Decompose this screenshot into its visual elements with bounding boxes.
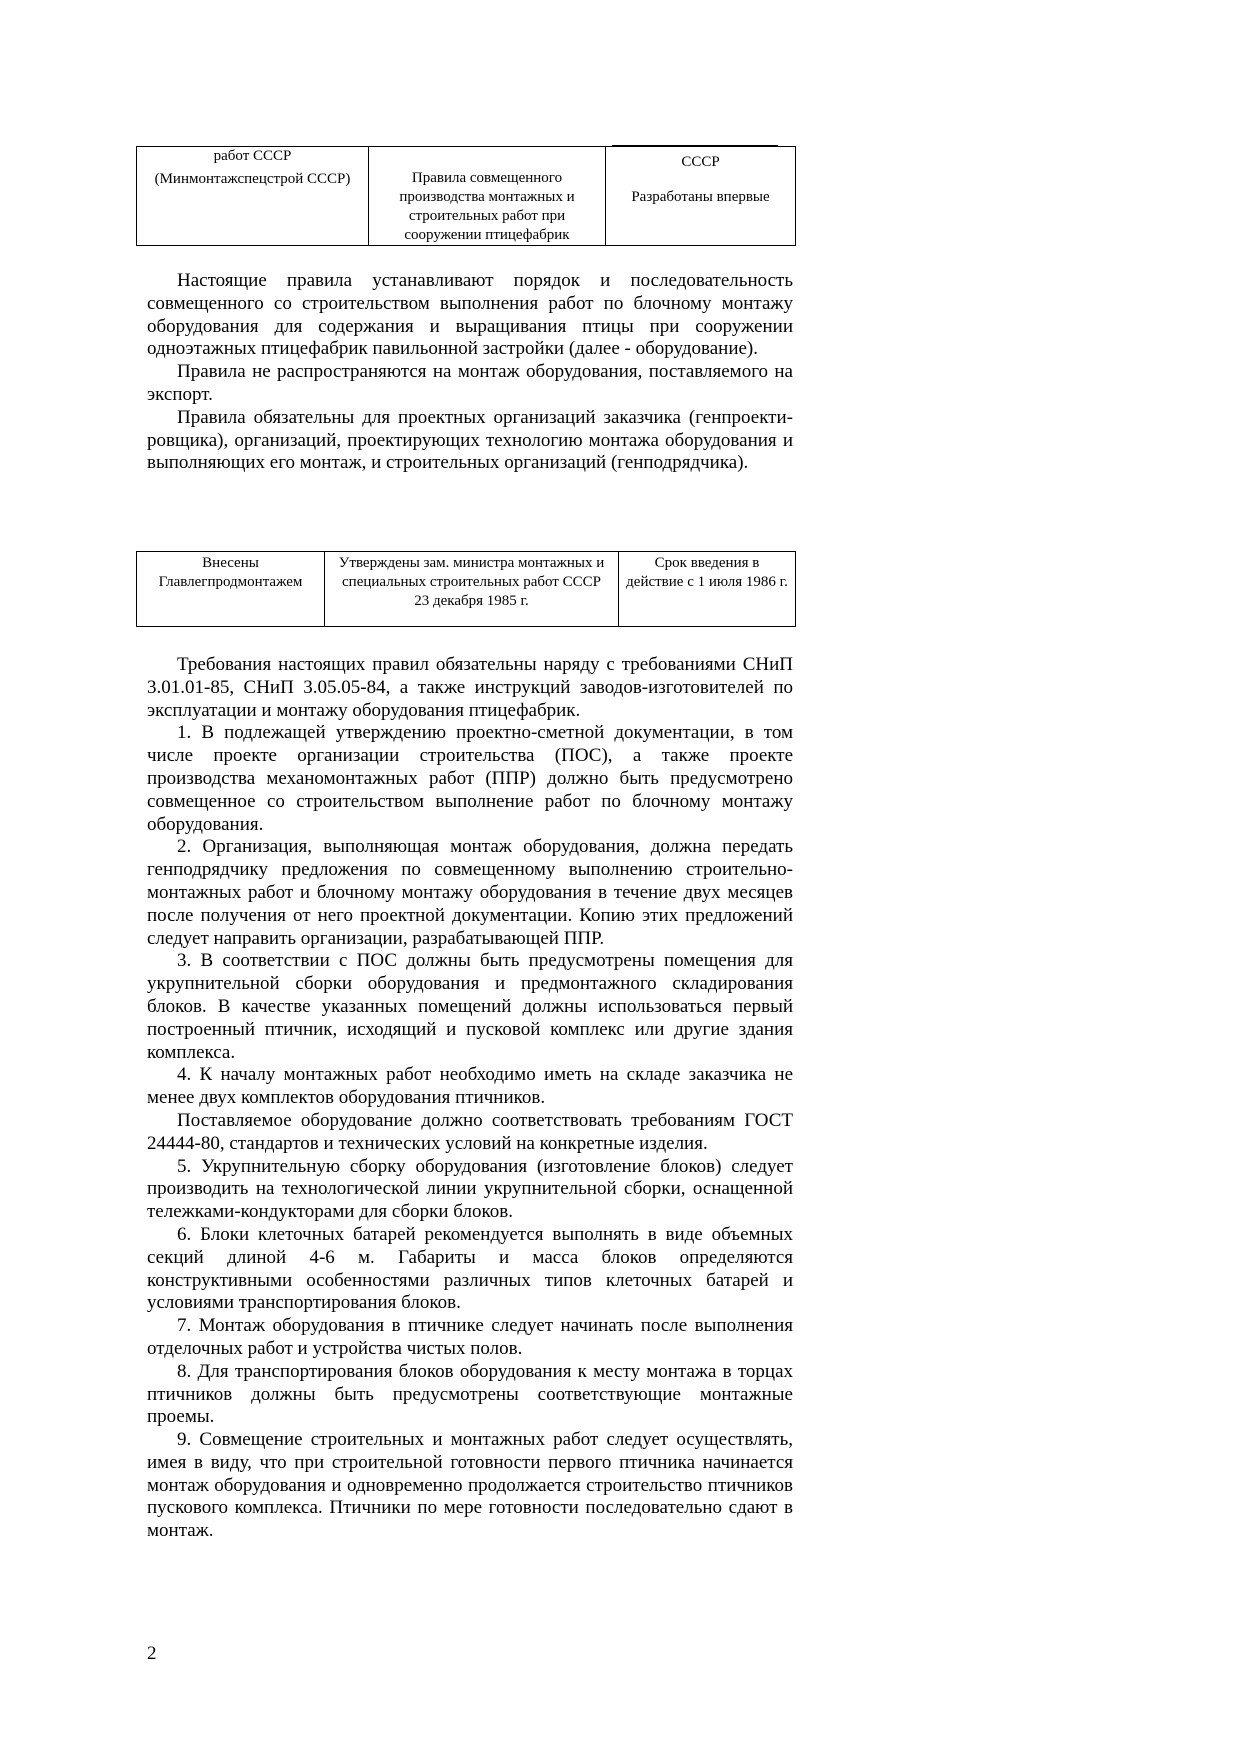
header-table-title-cell [369, 147, 606, 246]
approval-submitted-text: Внесены Главлегпродмонтажем [158, 555, 303, 590]
requirements-section [147, 654, 793, 1543]
approval-submitted-cell [137, 552, 325, 627]
body-paragraph: 7. Монтаж оборудования в птичнике следует начинать после выполнения отделочных работ и устройства чистых полов. [147, 1315, 793, 1359]
approval-table [136, 551, 796, 627]
intro-paragraph: Правила не распространяются на монтаж оборудования, поставляемого на экспорт. [147, 361, 793, 405]
approval-table-row [137, 552, 796, 627]
body-paragraph: 1. В подлежащей утверждению проектно-сметной документации, в том числе проекте организации строительства (ПОС), а также проекте производства механомонтажных работ (ППР) должно быть предусмотрено совмещенное со строительством выполнение работ по блочному монтажу оборудования. [147, 722, 793, 835]
body-paragraph: 4. К началу монтажных работ необходимо иметь на складе заказчика не менее двух комплектов оборудования птичников. [147, 1064, 793, 1109]
document-title: Правила совмещенного производства монтажных и строительных работ при сооружении птицефабрик [399, 170, 575, 243]
header-table [136, 146, 796, 246]
header-status-line1: СССР [681, 154, 720, 170]
approval-approved-date: 23 декабря 1985 г. [414, 593, 529, 609]
header-org-line1: работ СССР [213, 148, 292, 164]
header-status-line2: Разработаны впервые [631, 189, 770, 205]
header-table-status-cell [606, 147, 796, 246]
body-paragraph: Требования настоящих правил обязательны наряду с требованиями СНиП 3.01.01-85, СНиП 3.05.05-84, а также инструкций заводов-изготовителей по эксплуатации и монтажу оборудования птицефабрик. [147, 654, 793, 721]
header-table-org-cell [137, 147, 369, 246]
approval-effective-text: Срок введения в действие с 1 июля 1986 г. [626, 555, 788, 590]
approval-approved-text: Утверждены зам. министра монтажных и специальных строительных работ СССР [338, 555, 605, 590]
body-paragraph: 3. В соответствии с ПОС должны быть предусмотрены помещения для укрупнительной сборки оборудования и предмонтажного складирования блоков. В качестве указанных помещений должны использоваться первый построенный птичник, исходящий и пусковой комплекс или другие здания комплекса. [147, 950, 793, 1063]
body-paragraph: 8. Для транспортирования блоков оборудования к месту монтажа в торцах птичников должны быть предусмотрены соответствующие монтажные проемы. [147, 1360, 793, 1428]
approval-approved-cell [325, 552, 619, 627]
header-table-row [137, 147, 796, 246]
header-org-line2: (Минмонтажспецстрой СССР) [154, 171, 351, 187]
body-paragraph: 5. Укрупнительную сборку оборудования (изготовление блоков) следует производить на технологической линии укрупнительной сборки, оснащенной тележками-кондукторами для сборки блоков. [147, 1155, 793, 1223]
approval-effective-cell [619, 552, 796, 627]
body-paragraph: Поставляемое оборудование должно соответствовать требованиям ГОСТ 24444-80, стандартов и технических условий на конкретные изделия. [147, 1109, 793, 1154]
body-paragraph: 6. Блоки клеточных батарей рекомендуется выполнять в виде объемных секций длиной 4-6 м. Габариты и масса блоков определяются конструктивными особенностями различных типов клеточных батарей и условиями транспортирования блоков. [147, 1223, 793, 1314]
intro-section [147, 270, 793, 475]
body-paragraph: 2. Организация, выполняющая монтаж оборудования, должна передать генподрядчику предложения по совмещенному выполнению строительно-монтажных работ и блочному монтажу оборудования в течение двух месяцев после получения от него проектной документации. Копию этих предложений следует направить организации, разрабатывающей ППР. [147, 836, 793, 949]
intro-paragraph: Настоящие правила устанавливают порядок и последовательность совмещенного со строительством выполнения работ по блочному монтажу оборудования для содержания и выращивания птицы при сооружении одноэтажных птицефабрик павильонной застройки (далее - оборудование). [147, 270, 793, 360]
page-number: 2 [147, 1643, 157, 1664]
intro-paragraph: Правила обязательны для проектных организаций заказчика (генпроекти-ровщика), организаций, проектирующих технологию монтажа оборудования и выполняющих его монтаж, и строительных организаций (генподрядчика). [147, 406, 793, 474]
body-paragraph: 9. Совмещение строительных и монтажных работ следует осуществлять, имея в виду, что при строительной готовности первого птичника начинается монтаж оборудования и одновременно продолжается строительство птичников пускового комплекса. Птичники по мере готовности последовательно сдают в монтаж. [147, 1429, 793, 1542]
